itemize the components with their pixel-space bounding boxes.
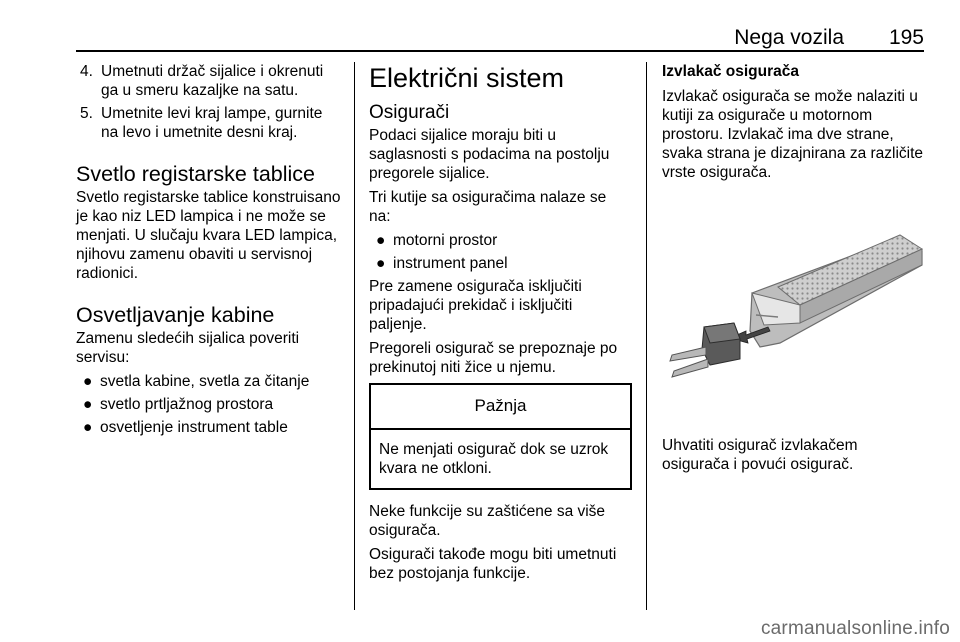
- fuse-puller-illustration: [660, 231, 926, 411]
- page-number: 195: [888, 26, 924, 49]
- list-item: [76, 372, 342, 391]
- header-rule: [76, 50, 924, 52]
- paragraph: Neke funkcije su zaštićene sa više osigurača.: [369, 503, 606, 539]
- caution-title: Pažnja: [371, 385, 630, 430]
- paragraph: Pre zamene osigurača isključiti pripadajući prekidač i isključiti paljenje.: [369, 278, 582, 333]
- bullet-icon: ●: [83, 373, 93, 390]
- list-item-text: svetlo prtljažnog prostora: [100, 396, 274, 413]
- cabin-light-list: [76, 372, 342, 437]
- fuse-puller-text: Izvlakač osigurača se može nalaziti u kutiji za osigurače u motornom prostoru. Izvlakač ima dve strane, svaka strana je dizajnirana za različite vrste osigurača.: [662, 88, 924, 181]
- plate-light-text: Svetlo registarske tablice konstruisano je kao niz LED lampica i ne može se menjati. U slučaju kvara LED lampica, njihovu zamenu obaviti u servisnoj radionici.: [76, 189, 341, 282]
- column-divider-2: [646, 62, 647, 610]
- watermark: carmanualsonline.info: [760, 618, 950, 639]
- list-item-text: instrument panel: [393, 255, 508, 272]
- column-3: [662, 62, 928, 479]
- step-text: Umetnite levi kraj lampe, gurnite na levo i umetnite desni kraj.: [101, 105, 323, 141]
- list-item: [369, 231, 632, 250]
- step-text: Umetnuti držač sijalice i okrenuti ga u smeru kazaljke na satu.: [101, 63, 324, 99]
- list-item-text: osvetljenje instrument table: [100, 419, 288, 436]
- list-item: [369, 254, 632, 273]
- list-item-text: motorni prostor: [393, 232, 498, 249]
- paragraph: Pregoreli osigurač se prepoznaje po prekinutoj niti žice u njemu.: [369, 340, 618, 376]
- paragraph: Tri kutije sa osiguračima nalaze se na:: [369, 189, 607, 225]
- list-item: [76, 62, 342, 100]
- cabin-light-heading: Osvetljavanje kabine: [76, 303, 275, 327]
- bullet-icon: ●: [376, 255, 386, 272]
- fuses-heading: Osigurači: [369, 102, 450, 123]
- bullet-icon: ●: [83, 396, 93, 413]
- caution-text: Ne menjati osigurač dok se uzrok kvara ne otkloni.: [379, 441, 609, 477]
- fuse-icon: [670, 323, 740, 377]
- cabin-light-intro: Zamenu sledećih sijalica poveriti servisu:: [76, 330, 300, 366]
- fuse-puller-heading: Izvlakač osigurača: [662, 63, 799, 80]
- bullet-icon: ●: [83, 419, 93, 436]
- paragraph: Osigurači takođe mogu biti umetnuti bez postojanja funkcije.: [369, 546, 617, 582]
- column-2: [369, 62, 632, 588]
- illustration-caption: Uhvatiti osigurač izvlakačem osigurača i povući osigurač.: [662, 437, 858, 473]
- paragraph: Podaci sijalice moraju biti u saglasnosti s podacima na postolju pregorele sijalice.: [369, 127, 610, 182]
- column-divider-1: [354, 62, 355, 610]
- list-item-text: svetla kabine, svetla za čitanje: [100, 373, 310, 390]
- steps-list: [76, 62, 342, 142]
- list-item: [76, 418, 342, 437]
- fuse-puller-tool: [750, 235, 922, 347]
- step-number: 5.: [80, 105, 93, 122]
- plate-light-heading: Svetlo registarske tablice: [76, 162, 315, 186]
- page-header: [76, 0, 924, 50]
- section-title: Nega vozila: [734, 26, 844, 49]
- caution-box: [369, 383, 632, 490]
- bullet-icon: ●: [376, 232, 386, 249]
- list-item: [76, 104, 342, 142]
- chapter-title: Električni sistem: [369, 63, 565, 93]
- step-number: 4.: [80, 63, 93, 80]
- list-item: [76, 395, 342, 414]
- fuse-box-list: [369, 231, 632, 273]
- column-1: [76, 62, 342, 441]
